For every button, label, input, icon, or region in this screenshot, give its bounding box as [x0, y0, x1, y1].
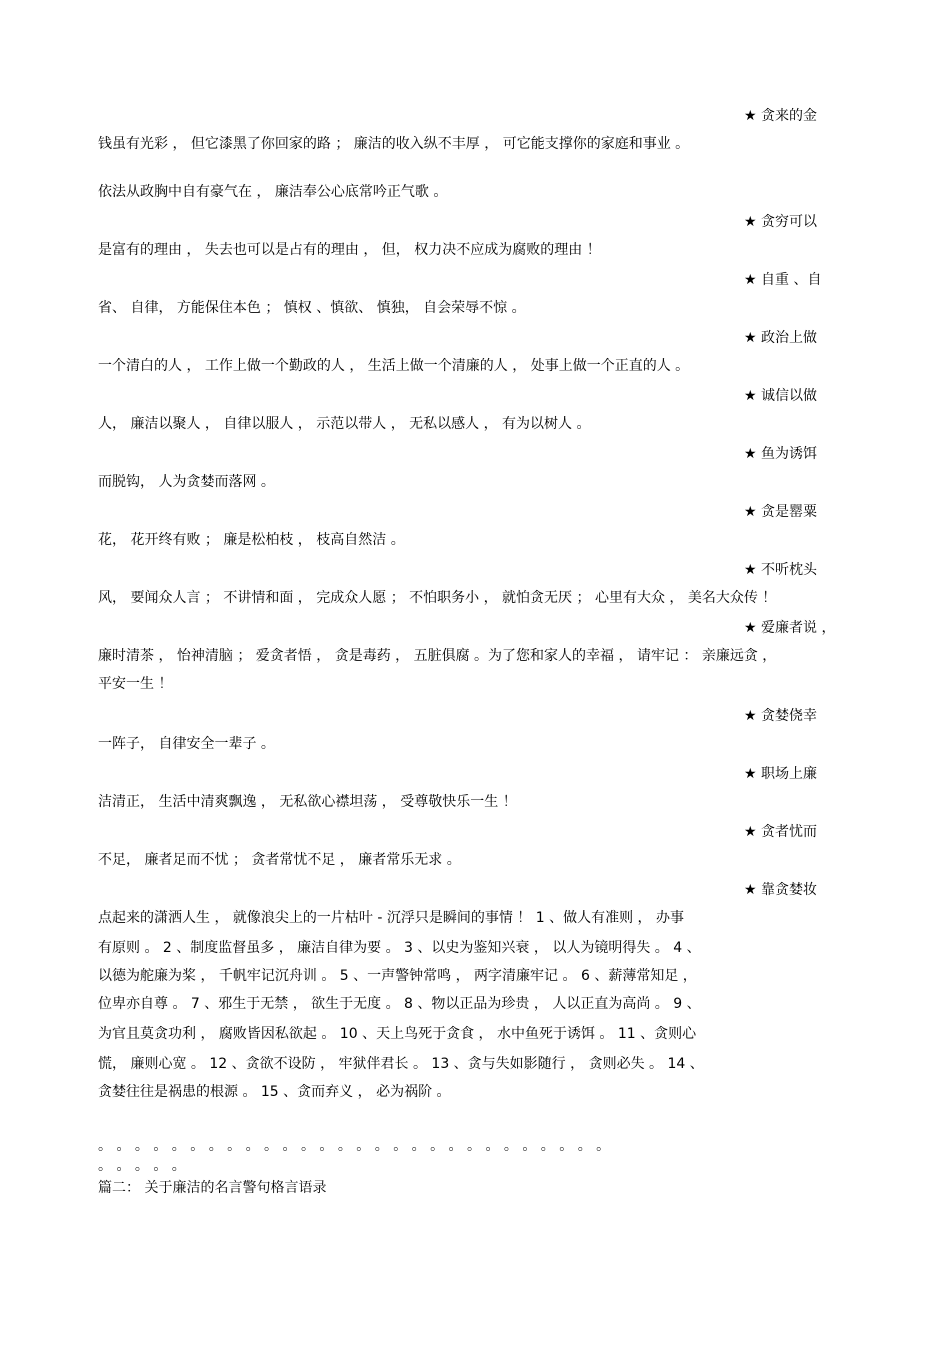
text-line-11: 人， 廉洁以聚人 ， 自律以服人 ， 示范以带人 ， 无私以感人 ， 有为以树人 。 — [98, 416, 591, 432]
text-line-19: 廉时清茶 ， 怡神清脑 ； 爱贪者悟 ， 贪是毒药 ， 五脏俱腐 。为了您和家人的幸福 ， 请牢记 ： 亲廉远贪 ， — [98, 648, 777, 664]
text-line-37: 篇二： 关于廉洁的名言警句格言语录 — [98, 1180, 327, 1196]
quote-lead-4: ★ 贪穷可以 — [744, 214, 818, 230]
text-line-3: 依法从政胸中自有豪气在 ， 廉洁奉公心底常吟正气歌 。 — [98, 184, 448, 200]
text-line-26: 不足， 廉者足而不忧 ； 贪者常忧不足 ， 廉者常乐无求 。 — [98, 852, 461, 868]
text-line-15: 花， 花开终有败 ； 廉是松柏枝 ， 枝高自然洁 。 — [98, 532, 405, 548]
text-line-13: 而脱钩， 人为贪婪而落网 。 — [98, 474, 275, 490]
quote-lead-10: ★ 诚信以做 — [744, 388, 818, 404]
text-line-28: 点起来的潇洒人生 ， 就像浪尖上的一片枯叶 - 沉浮只是瞬间的事情 ！ 1 、做人有准则 ， 办事 — [98, 910, 685, 926]
text-line-7: 省、 自律， 方能保住本色 ； 慎权 、慎欲、 慎独， 自会荣辱不惊 。 — [98, 300, 526, 316]
dot-leader: 。 。 。 。 。 — [98, 1158, 186, 1174]
quote-lead-18: ★ 爱廉者说 ， — [744, 620, 836, 636]
text-line-17: 风， 要闻众人言 ； 不讲情和面 ， 完成众人愿 ； 不怕职务小 ， 就怕贪无厌 ； 心里有大众 ， 美名大众传 ！ — [98, 590, 777, 606]
text-line-2: 钱虽有光彩 ， 但它漆黑了你回家的路 ； 廉洁的收入纵不丰厚 ， 可它能支撑你的家庭和事业 。 — [98, 136, 690, 152]
quote-lead-21: ★ 贪婪侥幸 — [744, 708, 818, 724]
quote-lead-27: ★ 靠贪婪妆 — [744, 882, 818, 898]
text-line-9: 一个清白的人 ， 工作上做一个勤政的人 ， 生活上做一个清廉的人 ， 处事上做一个正直的人 。 — [98, 358, 690, 374]
text-line-20: 平安一生 ！ — [98, 676, 173, 692]
quote-lead-25: ★ 贪者忧而 — [744, 824, 818, 840]
text-line-32: 为官且莫贪功利 ， 腐败皆因私欲起 。 10 、天上鸟死于贪食 ， 水中鱼死于诱饵 。 11 、贪则心 — [98, 1026, 697, 1042]
quote-lead-1: ★ 贪来的金 — [744, 108, 818, 124]
text-line-5: 是富有的理由 ， 失去也可以是占有的理由 ， 但， 权力决不应成为腐败的理由 ！ — [98, 242, 601, 258]
quote-lead-12: ★ 鱼为诱饵 — [744, 446, 818, 462]
quote-lead-16: ★ 不听枕头 — [744, 562, 818, 578]
quote-lead-23: ★ 职场上廉 — [744, 766, 818, 782]
text-line-31: 位卑亦自尊 。 7 、邪生于无禁 ， 欲生于无度 。 8 、物以正品为珍贵 ， 人以正直为高尚 。 9 、 — [98, 996, 701, 1012]
quote-lead-6: ★ 自重 、自 — [744, 272, 822, 288]
text-line-29: 有原则 。 2 、制度监督虽多 ， 廉洁自律为要 。 3 、以史为鉴知兴衰 ， 以人为镜明得失 。 4 、 — [98, 940, 701, 956]
text-line-30: 以德为舵廉为桨 ， 千帆牢记沉舟训 。 5 、一声警钟常鸣 ， 两字清廉牢记 。 6 、薪薄常知足 ， — [98, 968, 697, 984]
dot-leader: 。 。 。 。 。 。 。 。 。 。 。 。 。 。 。 。 。 。 。 。 。 。 。 。 。 。 。 。 — [98, 1138, 611, 1154]
text-line-34: 贪婪往往是祸患的根源 。 15 、贪而弃义 ， 必为祸阶 。 — [98, 1084, 451, 1100]
text-line-22: 一阵子， 自律安全一辈子 。 — [98, 736, 275, 752]
quote-lead-8: ★ 政治上做 — [744, 330, 818, 346]
text-line-24: 洁清正， 生活中清爽飘逸 ， 无私欲心襟坦荡 ， 受尊敬快乐一生 ！ — [98, 794, 517, 810]
quote-lead-14: ★ 贪是罂粟 — [744, 504, 818, 520]
text-line-33: 慌， 廉则心宽 。 12 、贪欲不设防 ， 牢狱伴君长 。 13 、贪与失如影随行 ， 贪则必失 。 14 、 — [98, 1056, 704, 1072]
